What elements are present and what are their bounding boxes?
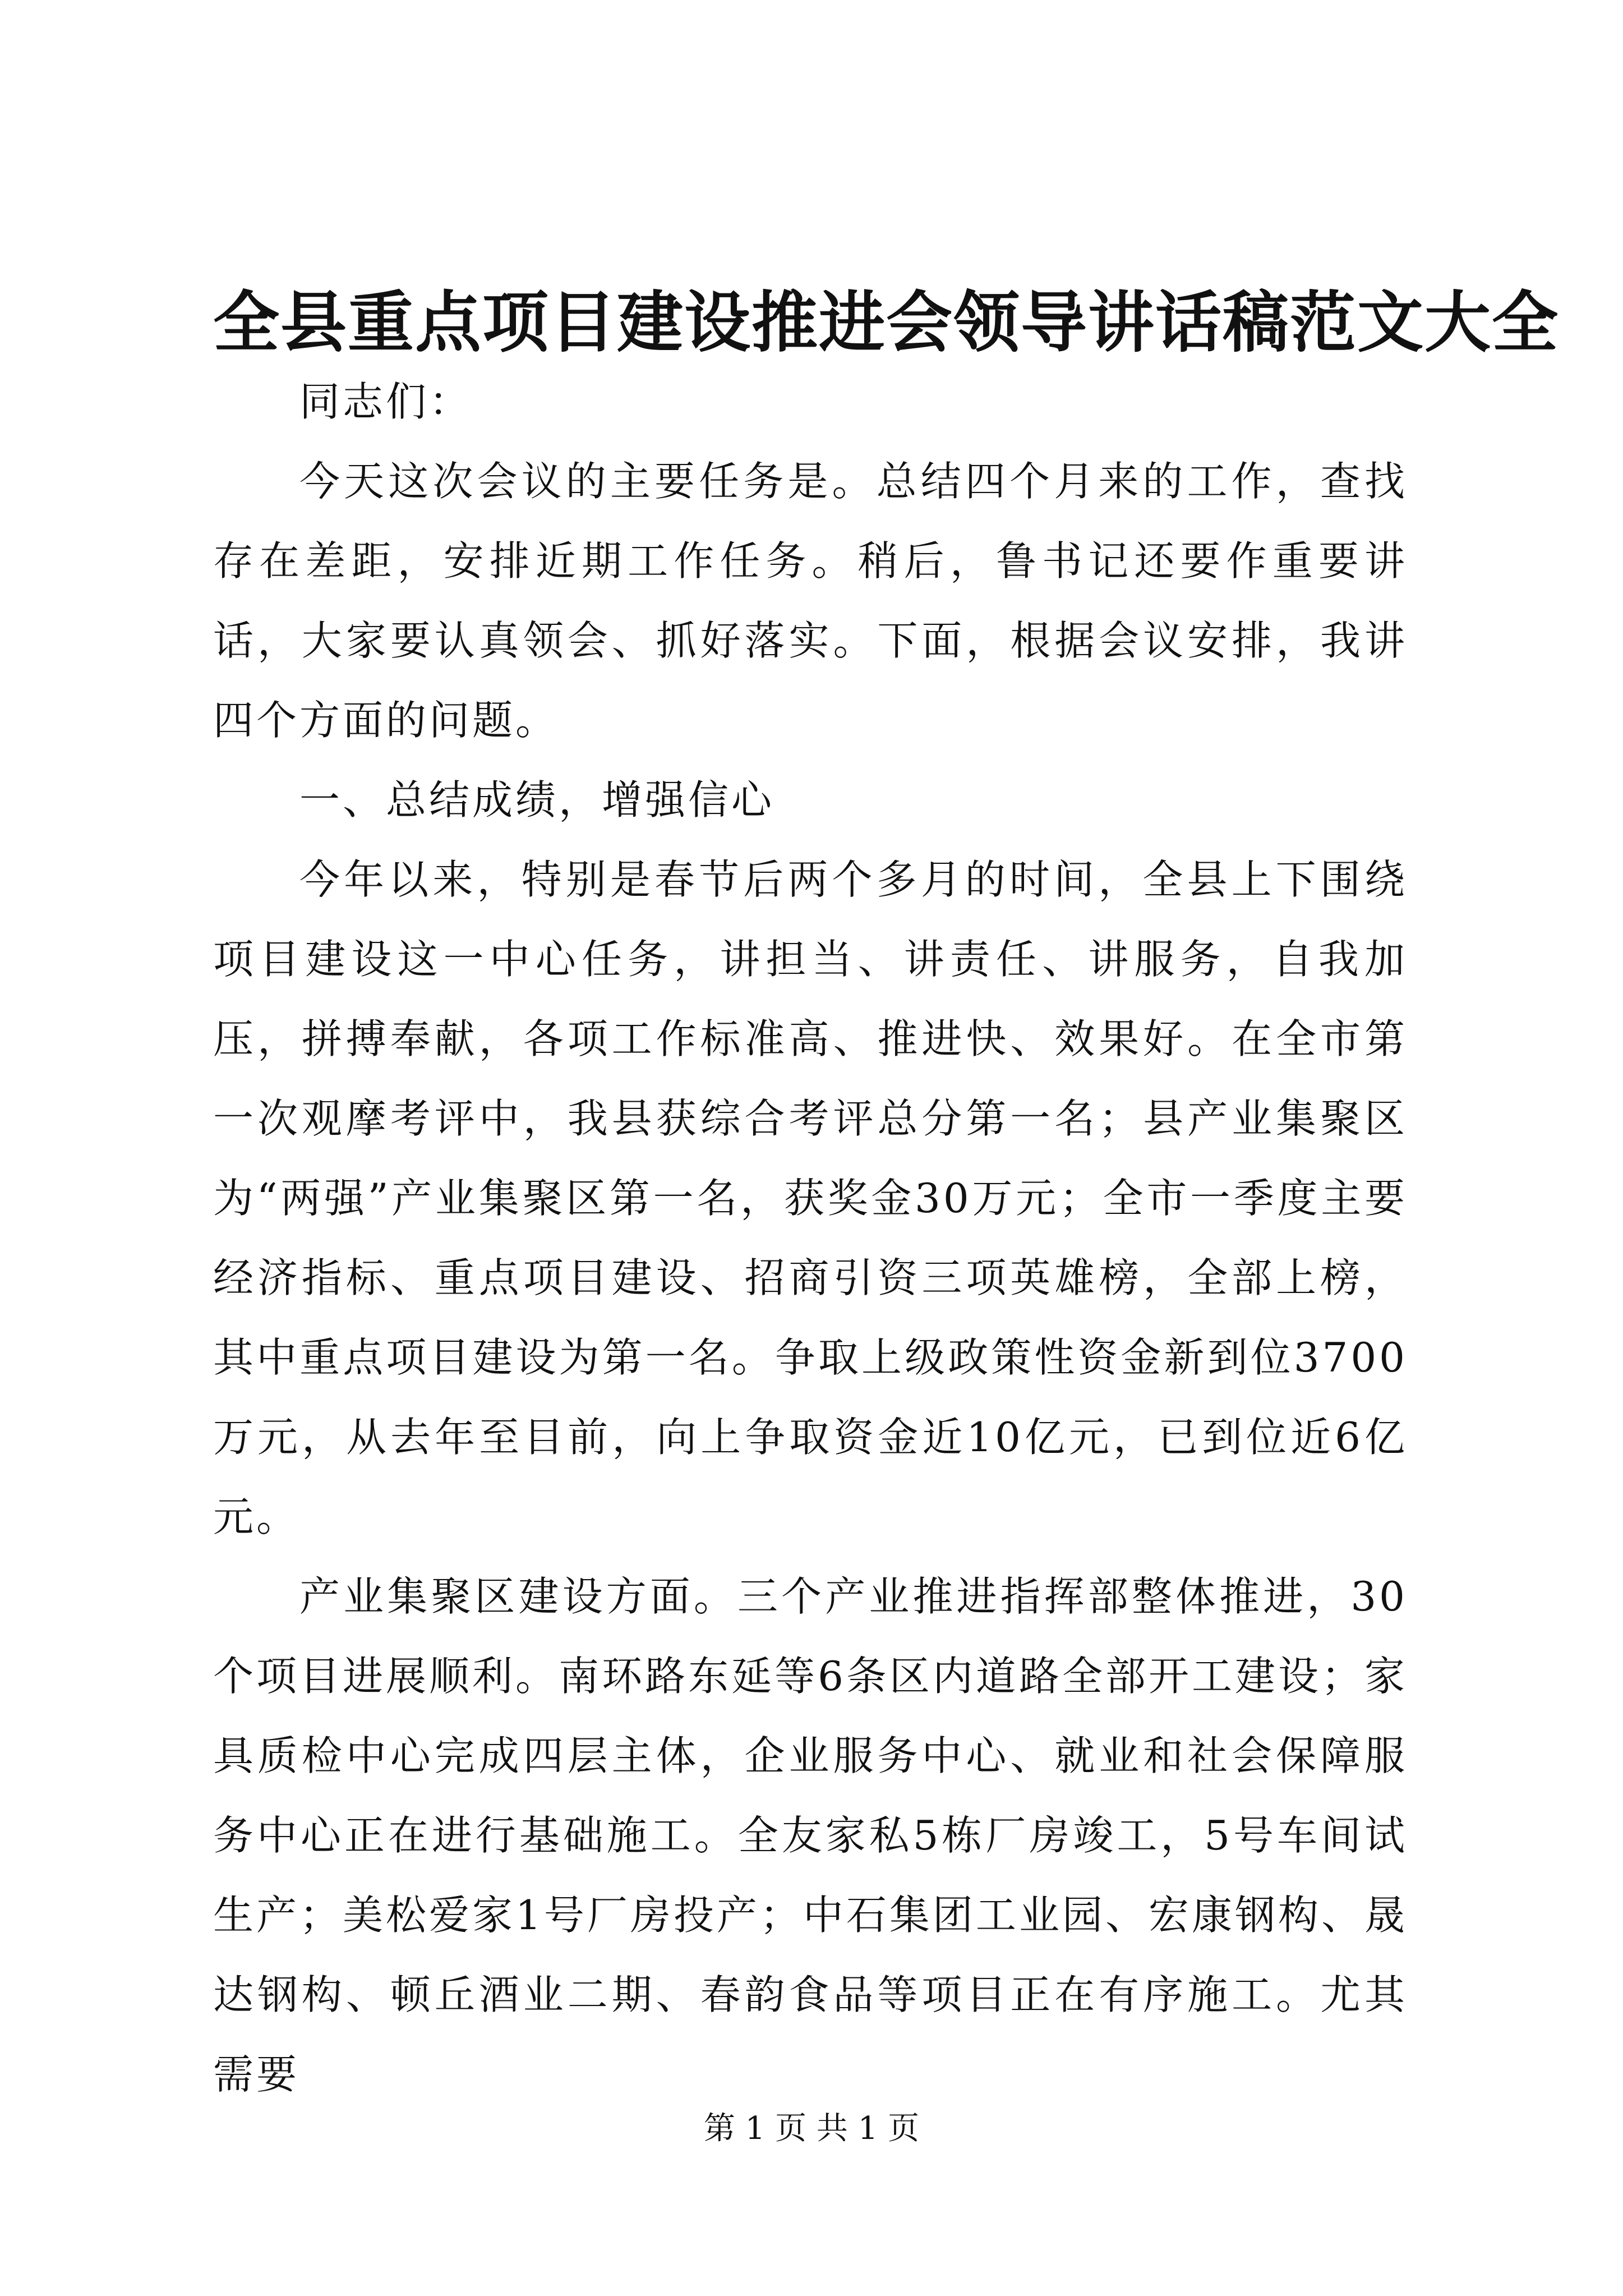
page-footer: 第 1 页 共 1 页 <box>703 2110 920 2147</box>
document-title: 全县重点项目建设推进会领导讲话稿范文大全 <box>213 283 1560 361</box>
document-body <box>213 362 1408 2114</box>
intro-paragraph: 今天这次会议的主要任务是。总结四个月来的工作，查找存在差距，安排近期工作任务。稍后，鲁书记还要作重要讲话，大家要认真领会、抓好落实。下面，根据会议安排，我讲四个方面的问题。 <box>213 458 1408 744</box>
achievements-paragraph: 今年以来，特别是春节后两个多月的时间，全县上下围绕项目建设这一中心任务，讲担当、讲责任、讲服务，自我加压，拼搏奉献，各项工作标准高、推进快、效果好。在全市第一次观摩考评中，我县获综合考评总分第一名；县产业集聚区为“两强”产业集聚区第一名，获奖金30万元；全市一季度主要经济指标、重点项目建设、招商引资三项英雄榜，全部上榜，其中重点项目建设为第一名。争取上级政策性资金新到位3700万元，从去年至目前，向上争取资金近10亿元，已到位近6亿元。 <box>213 856 1408 1540</box>
section-heading: 一、总结成绩，增强信心 <box>299 776 775 823</box>
salutation-paragraph: 同志们： <box>299 378 473 425</box>
industrial-cluster-paragraph: 产业集聚区建设方面。三个产业推进指挥部整体推进，30个项目进展顺利。南环路东延等6条区内道路全部开工建设；家具质检中心完成四层主体，企业服务中心、就业和社会保障服务中心正在进行基础施工。全友家私5栋厂房竣工，5号车间试生产；美松爱家1号厂房投产；中石集团工业园、宏康钢构、晟达钢构、顿丘酒业二期、春韵食品等项目正在有序施工。尤其需要 <box>213 1573 1408 2098</box>
